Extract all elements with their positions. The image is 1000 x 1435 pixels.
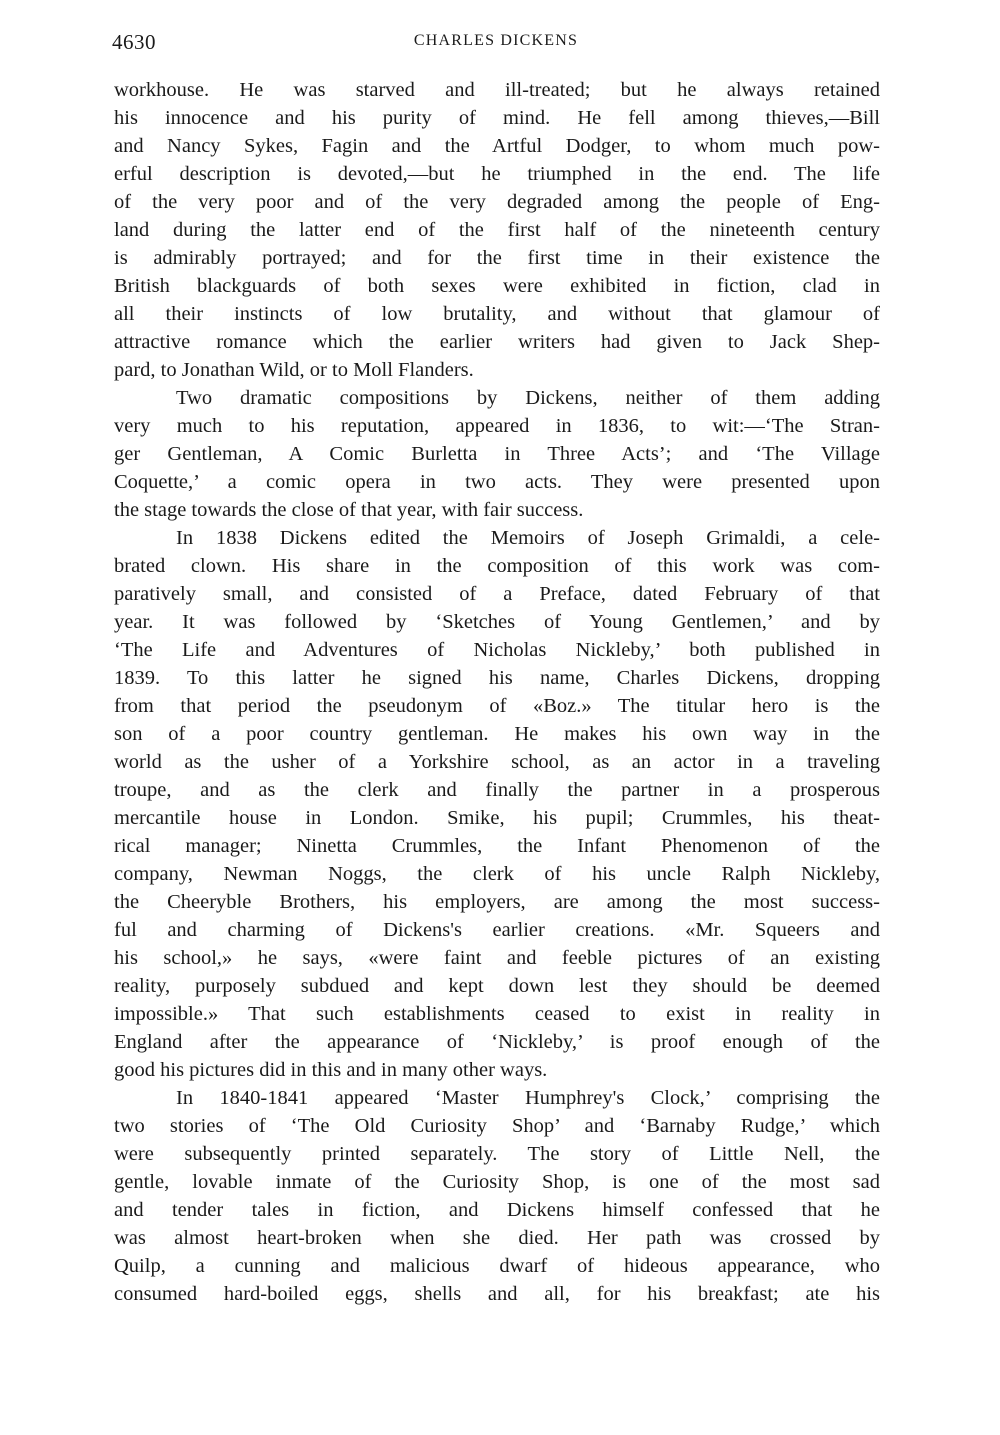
text-line: In 1838 Dickens edited the Memoirs of Joseph Grimaldi, a cele- (176, 527, 880, 549)
paragraph (114, 524, 880, 1084)
text-line: company, Newman Noggs, the clerk of his uncle Ralph Nickleby, (114, 863, 880, 885)
text-line: workhouse. He was starved and ill-treated; but he always retained (114, 79, 880, 101)
text-line: 1839. To this latter he signed his name, Charles Dickens, dropping (114, 667, 880, 689)
text-line: attractive romance which the earlier writers had given to Jack Shep- (114, 331, 880, 353)
text-line: England after the appearance of ‘Nickleby,’ is proof enough of the (114, 1031, 880, 1053)
text-line: of the very poor and of the very degraded among the people of Eng- (114, 191, 880, 213)
text-line: world as the usher of a Yorkshire school, as an actor in a traveling (114, 751, 880, 773)
paragraph (114, 1084, 880, 1308)
text-line: and Nancy Sykes, Fagin and the Artful Dodger, to whom much pow- (114, 135, 880, 157)
text-line: In 1840-1841 appeared ‘Master Humphrey's Clock,’ comprising the (176, 1087, 880, 1109)
text-line: his school,» he says, «were faint and feeble pictures of an existing (114, 947, 880, 969)
text-line: paratively small, and consisted of a Preface, dated February of that (114, 583, 880, 605)
text-line: rical manager; Ninetta Crummles, the Infant Phenomenon of the (114, 835, 880, 857)
text-line: very much to his reputation, appeared in 1836, to wit:—‘The Stran- (114, 415, 880, 437)
text-line: two stories of ‘The Old Curiosity Shop’ and ‘Barnaby Rudge,’ which (114, 1115, 880, 1137)
paragraph (114, 76, 880, 384)
text-line: were subsequently printed separately. The story of Little Nell, the (114, 1143, 880, 1165)
text-line: is admirably portrayed; and for the first time in their existence the (114, 247, 880, 269)
text-line: consumed hard-boiled eggs, shells and all, for his breakfast; ate his (114, 1283, 880, 1305)
running-title: CHARLES DICKENS (413, 32, 579, 49)
text-line: and tender tales in fiction, and Dickens himself confessed that he (114, 1199, 880, 1221)
text-line: brated clown. His share in the composition of this work was com- (114, 555, 880, 577)
running-head (112, 26, 880, 56)
text-line: Two dramatic compositions by Dickens, neither of them adding (176, 387, 880, 409)
paragraph (114, 384, 880, 524)
text-line: impossible.» That such establishments ceased to exist in reality in (114, 1003, 880, 1025)
text-line: land during the latter end of the first half of the nineteenth century (114, 219, 880, 241)
text-line: from that period the pseudonym of «Boz.» The titular hero is the (114, 695, 880, 717)
text-line: son of a poor country gentleman. He makes his own way in the (114, 723, 880, 745)
text-line: all their instincts of low brutality, and without that glamour of (114, 303, 880, 325)
text-line: mercantile house in London. Smike, his pupil; Crummles, his theat- (114, 807, 880, 829)
text-line: good his pictures did in this and in many other ways. (114, 1059, 548, 1081)
text-line: British blackguards of both sexes were exhibited in fiction, clad in (114, 275, 880, 297)
text-line: gentle, lovable inmate of the Curiosity Shop, is one of the most sad (114, 1171, 880, 1193)
text-line: ‘The Life and Adventures of Nicholas Nickleby,’ both published in (114, 639, 880, 661)
text-line: reality, purposely subdued and kept down lest they should be deemed (114, 975, 880, 997)
text-line: the stage towards the close of that year, with fair success. (114, 499, 584, 521)
text-line: ger Gentleman, A Comic Burletta in Three Acts’; and ‘The Village (114, 443, 880, 465)
text-line: ful and charming of Dickens's earlier creations. «Mr. Squeers and (114, 919, 880, 941)
text-line: pard, to Jonathan Wild, or to Moll Flanders. (114, 359, 474, 381)
text-line: was almost heart-broken when she died. Her path was crossed by (114, 1227, 880, 1249)
text-line: troupe, and as the clerk and finally the partner in a prosperous (114, 779, 880, 801)
text-line: his innocence and his purity of mind. He fell among thieves,—Bill (114, 107, 880, 129)
body-text (114, 76, 880, 1308)
text-line: Coquette,’ a comic opera in two acts. They were presented upon (114, 471, 880, 493)
text-line: the Cheeryble Brothers, his employers, are among the most success- (114, 891, 880, 913)
text-line: Quilp, a cunning and malicious dwarf of hideous appearance, who (114, 1255, 880, 1277)
text-line: erful description is devoted,—but he triumphed in the end. The life (114, 163, 880, 185)
text-line: year. It was followed by ‘Sketches of Young Gentlemen,’ and by (114, 611, 880, 633)
page-number: 4630 (112, 30, 156, 54)
